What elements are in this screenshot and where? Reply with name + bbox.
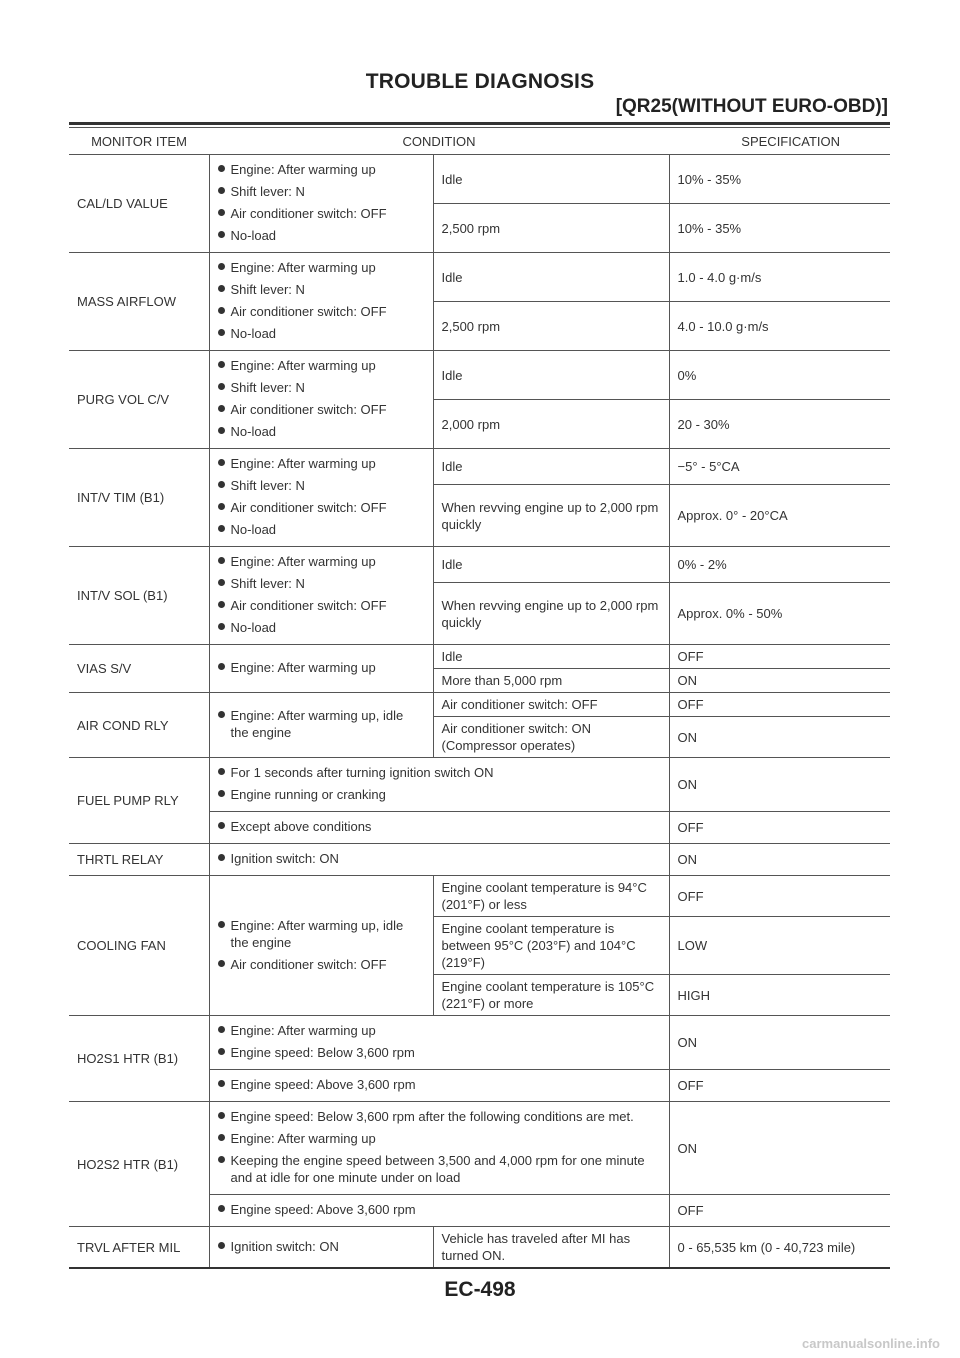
condition-cell <box>209 812 669 844</box>
condition-bullet: Engine: After warming up <box>218 161 425 178</box>
condition-bullet: Ignition switch: ON <box>218 850 661 867</box>
sub-condition-cell: Engine coolant temperature is between 95°C (203°F) and 104°C (219°F) <box>433 917 669 975</box>
condition-list <box>218 455 425 538</box>
monitor-item-name: COOLING FAN <box>69 876 209 1016</box>
sub-condition-cell: When revving engine up to 2,000 rpm quickly <box>433 583 669 645</box>
condition-bullet: No-load <box>218 227 425 244</box>
monitor-item-name: AIR COND RLY <box>69 693 209 758</box>
sub-condition-cell: Idle <box>433 645 669 669</box>
table-row <box>69 844 890 876</box>
page-number: EC-498 <box>444 1278 516 1301</box>
sub-condition-cell: Idle <box>433 449 669 485</box>
condition-bullet: Engine: After warming up <box>218 259 425 276</box>
condition-bullet: Air conditioner switch: OFF <box>218 499 425 516</box>
sub-condition-cell: 2,500 rpm <box>433 302 669 351</box>
monitor-item-name: CAL/LD VALUE <box>69 155 209 253</box>
condition-bullet: Air conditioner switch: OFF <box>218 597 425 614</box>
sub-condition-cell: 2,000 rpm <box>433 400 669 449</box>
condition-cell <box>209 1227 433 1269</box>
sub-condition-cell: Idle <box>433 253 669 302</box>
condition-bullet: Engine: After warming up <box>218 455 425 472</box>
condition-bullet: No-load <box>218 423 425 440</box>
watermark: carmanualsonline.info <box>802 1336 940 1351</box>
specification-cell: ON <box>669 758 890 812</box>
sub-condition-cell: Idle <box>433 155 669 204</box>
specification-cell: 1.0 - 4.0 g·m/s <box>669 253 890 302</box>
specification-cell: 10% - 35% <box>669 204 890 253</box>
sub-condition-cell: Vehicle has traveled after MI has turned ON. <box>433 1227 669 1269</box>
condition-bullet: Shift lever: N <box>218 477 425 494</box>
condition-list <box>218 659 425 676</box>
condition-bullet: Shift lever: N <box>218 575 425 592</box>
monitor-item-name: TRVL AFTER MIL <box>69 1227 209 1269</box>
specification-cell: HIGH <box>669 975 890 1016</box>
specification-cell: Approx. 0% - 50% <box>669 583 890 645</box>
condition-bullet: Engine: After warming up <box>218 1022 661 1039</box>
condition-bullet: Engine: After warming up <box>218 659 425 676</box>
monitor-item-name: MASS AIRFLOW <box>69 253 209 351</box>
sub-condition-cell: 2,500 rpm <box>433 204 669 253</box>
sub-condition-cell: Air conditioner switch: OFF <box>433 693 669 717</box>
table-row <box>69 876 890 917</box>
condition-bullet: Engine: After warming up, idle the engine <box>218 707 425 741</box>
sub-condition-cell: Air conditioner switch: ON (Compressor operates) <box>433 717 669 758</box>
specification-cell: ON <box>669 1102 890 1195</box>
specification-cell: 0% - 2% <box>669 547 890 583</box>
specification-cell: ON <box>669 717 890 758</box>
specification-cell: LOW <box>669 917 890 975</box>
table-header-row <box>69 128 890 155</box>
condition-cell <box>209 547 433 645</box>
specification-cell: 4.0 - 10.0 g·m/s <box>669 302 890 351</box>
monitor-item-name: INT/V TIM (B1) <box>69 449 209 547</box>
condition-list <box>218 553 425 636</box>
condition-cell <box>209 253 433 351</box>
condition-list <box>218 818 661 835</box>
table-row <box>69 253 890 302</box>
column-header-specification: SPECIFICATION <box>669 128 890 155</box>
condition-bullet: Engine running or cranking <box>218 786 661 803</box>
table-row <box>69 449 890 485</box>
condition-bullet: Engine speed: Above 3,600 rpm <box>218 1201 661 1218</box>
specification-cell: ON <box>669 844 890 876</box>
sub-condition-cell: When revving engine up to 2,000 rpm quickly <box>433 485 669 547</box>
specification-cell: 10% - 35% <box>669 155 890 204</box>
table-body <box>69 155 890 1269</box>
condition-bullet: Engine speed: Below 3,600 rpm <box>218 1044 661 1061</box>
condition-cell <box>209 1195 669 1227</box>
table-row <box>69 351 890 400</box>
section-subtitle: [QR25(WITHOUT EURO-OBD)] <box>615 96 888 117</box>
table-row <box>69 693 890 717</box>
condition-bullet: Engine speed: Below 3,600 rpm after the following conditions are met. <box>218 1108 661 1125</box>
table-row <box>69 1102 890 1195</box>
condition-list <box>218 917 425 973</box>
condition-cell <box>209 844 669 876</box>
monitor-item-name: VIAS S/V <box>69 645 209 693</box>
condition-list <box>218 161 425 244</box>
condition-cell <box>209 351 433 449</box>
condition-bullet: For 1 seconds after turning ignition switch ON <box>218 764 661 781</box>
condition-list <box>218 259 425 342</box>
sub-condition-cell: Engine coolant temperature is 105°C (221°F) or more <box>433 975 669 1016</box>
monitor-item-name: HO2S2 HTR (B1) <box>69 1102 209 1227</box>
condition-list <box>218 764 661 803</box>
sub-condition-cell: Engine coolant temperature is 94°C (201°F) or less <box>433 876 669 917</box>
condition-bullet: Air conditioner switch: OFF <box>218 956 425 973</box>
condition-bullet: Air conditioner switch: OFF <box>218 401 425 418</box>
condition-cell <box>209 693 433 758</box>
condition-cell <box>209 645 433 693</box>
specification-cell: OFF <box>669 693 890 717</box>
condition-bullet: No-load <box>218 521 425 538</box>
condition-list <box>218 1022 661 1061</box>
table-row <box>69 758 890 812</box>
column-header-condition: CONDITION <box>209 128 669 155</box>
page-title: TROUBLE DIAGNOSIS <box>365 70 595 93</box>
condition-bullet: Engine: After warming up <box>218 1130 661 1147</box>
specification-cell: 20 - 30% <box>669 400 890 449</box>
condition-bullet: Air conditioner switch: OFF <box>218 205 425 222</box>
condition-cell <box>209 758 669 812</box>
condition-bullet: Air conditioner switch: OFF <box>218 303 425 320</box>
specification-cell: −5° - 5°CA <box>669 449 890 485</box>
condition-bullet: Engine: After warming up <box>218 553 425 570</box>
sub-condition-cell: More than 5,000 rpm <box>433 669 669 693</box>
specification-cell: 0 - 65,535 km (0 - 40,723 mile) <box>669 1227 890 1269</box>
condition-cell <box>209 1102 669 1195</box>
specification-cell: ON <box>669 669 890 693</box>
header-rule <box>69 122 890 125</box>
specification-cell: OFF <box>669 1070 890 1102</box>
specification-cell: ON <box>669 1016 890 1070</box>
sub-condition-cell: Idle <box>433 547 669 583</box>
condition-bullet: Engine: After warming up, idle the engine <box>218 917 425 951</box>
condition-bullet: Shift lever: N <box>218 281 425 298</box>
condition-bullet: Shift lever: N <box>218 183 425 200</box>
specification-cell: OFF <box>669 876 890 917</box>
specification-cell: OFF <box>669 812 890 844</box>
condition-bullet: Engine speed: Above 3,600 rpm <box>218 1076 661 1093</box>
condition-list <box>218 707 425 741</box>
condition-bullet: Shift lever: N <box>218 379 425 396</box>
monitor-item-name: FUEL PUMP RLY <box>69 758 209 844</box>
condition-cell <box>209 1016 669 1070</box>
condition-cell <box>209 449 433 547</box>
column-header-monitor-item: MONITOR ITEM <box>69 128 209 155</box>
condition-cell <box>209 155 433 253</box>
monitor-item-name: INT/V SOL (B1) <box>69 547 209 645</box>
table-row <box>69 1016 890 1070</box>
condition-cell <box>209 876 433 1016</box>
condition-bullet: Except above conditions <box>218 818 661 835</box>
condition-list <box>218 850 661 867</box>
condition-list <box>218 1076 661 1093</box>
monitor-item-name: HO2S1 HTR (B1) <box>69 1016 209 1102</box>
specification-cell: OFF <box>669 645 890 669</box>
condition-list <box>218 1108 661 1186</box>
monitor-item-name: THRTL RELAY <box>69 844 209 876</box>
table-row <box>69 547 890 583</box>
condition-list <box>218 357 425 440</box>
condition-bullet: Ignition switch: ON <box>218 1238 425 1255</box>
condition-list <box>218 1201 661 1218</box>
sub-condition-cell: Idle <box>433 351 669 400</box>
condition-bullet: No-load <box>218 325 425 342</box>
condition-bullet: Engine: After warming up <box>218 357 425 374</box>
specification-cell: OFF <box>669 1195 890 1227</box>
table-row <box>69 155 890 204</box>
table-row <box>69 1227 890 1269</box>
monitor-item-name: PURG VOL C/V <box>69 351 209 449</box>
specification-cell: 0% <box>669 351 890 400</box>
table-row <box>69 645 890 669</box>
specification-cell: Approx. 0° - 20°CA <box>669 485 890 547</box>
condition-bullet: Keeping the engine speed between 3,500 and 4,000 rpm for one minute and at idle for one minute under on load <box>218 1152 661 1186</box>
condition-list <box>218 1238 425 1255</box>
condition-bullet: No-load <box>218 619 425 636</box>
monitor-spec-table <box>69 127 890 1269</box>
condition-cell <box>209 1070 669 1102</box>
